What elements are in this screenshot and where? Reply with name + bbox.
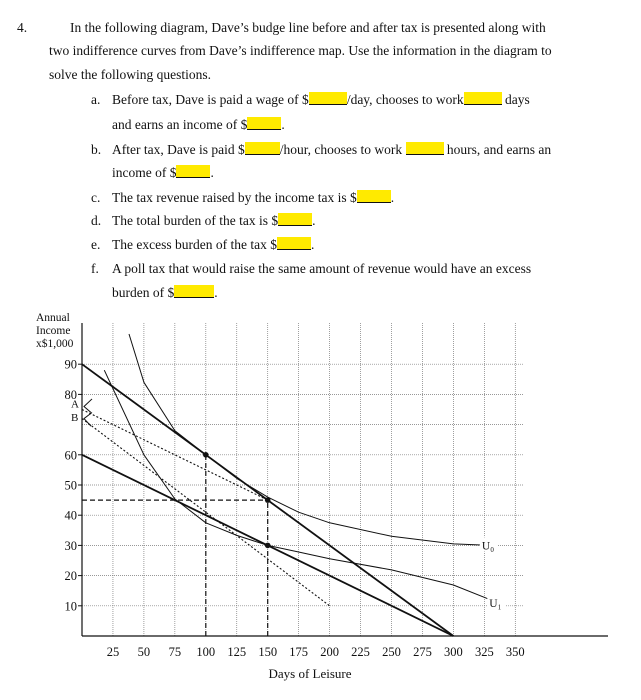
x-tick-label: 200 [320, 645, 339, 659]
part-e-line [112, 236, 314, 253]
y-tick-label: 80 [64, 387, 77, 402]
y-tick-label: 50 [64, 478, 77, 493]
part-e-text-2: . [310, 237, 315, 252]
answer-blank-d-burden[interactable] [278, 213, 312, 226]
y-tick-label: 90 [64, 357, 77, 372]
tangency-point [203, 452, 209, 458]
part-c-text-1: The tax revenue raised by the income tax is $ [112, 190, 357, 205]
part-a-line-1 [112, 91, 530, 108]
answer-blank-a-days[interactable] [464, 92, 502, 105]
part-a-line-2 [112, 116, 285, 133]
part-b-text-4: income of $ [112, 165, 177, 180]
part-b-text-1: After tax, Dave is paid $ [112, 142, 245, 157]
part-a-text-3: days [505, 92, 530, 107]
budget-line-chart [0, 300, 641, 700]
x-tick-label: 150 [258, 645, 278, 659]
x-tick-label: 75 [168, 645, 182, 659]
part-c-text-2: . [390, 190, 395, 205]
part-d-text-1: The total burden of the tax is $ [112, 213, 279, 228]
answer-blank-a-wage[interactable] [309, 92, 347, 105]
tangency-point [265, 497, 271, 503]
intro-line-3: solve the following questions. [49, 67, 211, 82]
part-a-text-2: /day, chooses to work [346, 92, 464, 107]
answer-blank-a-income[interactable] [247, 117, 281, 130]
x-tick-label: 100 [196, 645, 216, 659]
question-number: 4. [17, 20, 28, 35]
part-f-text-1: burden of $ [112, 285, 175, 300]
answer-blank-e-excess[interactable] [277, 237, 311, 250]
intro-line-1: In the following diagram, Dave’s budge line before and after tax is presented along with [70, 20, 546, 35]
part-f-text-2: . [214, 285, 218, 300]
y-tick-label: 60 [64, 448, 77, 463]
x-tick-label: 250 [382, 645, 401, 659]
part-a-label: a. [91, 92, 101, 107]
x-tick-label: 275 [413, 645, 432, 659]
x-tick-label: 325 [474, 645, 494, 659]
u0-label: U₀ [481, 540, 495, 553]
part-f-line-2 [112, 284, 218, 301]
x-tick-label: 50 [137, 645, 151, 659]
answer-blank-b-hours[interactable] [406, 142, 444, 155]
y-axis-label-line: Annual [36, 312, 70, 324]
x-tick-label: 300 [444, 645, 463, 659]
arrow-b-icon [84, 413, 92, 427]
part-f-line-1: A poll tax that would raise the same amount of revenue would have an excess [112, 261, 532, 276]
y-tick-label: 20 [64, 569, 77, 584]
part-e-label: e. [91, 237, 101, 252]
x-tick-label: 350 [505, 645, 525, 659]
part-b-text-5: . [210, 165, 214, 180]
tangency-point [265, 543, 271, 549]
point-label-b: B [71, 412, 79, 425]
x-tick-label: 175 [289, 645, 309, 659]
part-d-text-2: . [312, 213, 316, 228]
part-b-text-3: hours, and earns an [446, 142, 552, 157]
x-tick-label: 125 [227, 645, 247, 659]
part-b-line-1 [112, 141, 551, 158]
y-tick-label: 30 [64, 538, 77, 553]
y-axis-label-line: Income [36, 325, 71, 337]
answer-blank-b-wage[interactable] [245, 142, 280, 155]
part-f-label: f. [91, 261, 99, 276]
arrow-a-icon [84, 399, 92, 413]
part-a-text-1: Before tax, Dave is paid a wage of $ [112, 92, 309, 107]
part-b-label: b. [91, 142, 102, 157]
part-a-text-5: . [281, 117, 285, 132]
part-b-line-2 [112, 164, 214, 181]
answer-blank-b-income[interactable] [176, 165, 210, 178]
x-tick-label: 25 [106, 645, 120, 659]
part-c-line [112, 189, 394, 206]
intro-line-2: two indifference curves from Dave’s indifference map. Use the information in the diagram to [49, 43, 552, 58]
part-b-text-2: /hour, chooses to work [279, 142, 403, 157]
chart-grid [82, 323, 523, 636]
x-tick-label: 225 [351, 645, 370, 659]
part-e-text-1: The excess burden of the tax $ [112, 237, 277, 252]
point-label-a: A [71, 398, 79, 411]
y-axis-label-line: x$1,000 [36, 338, 74, 350]
x-axis-label: Days of Leisure [268, 666, 352, 681]
y-tick-label: 40 [64, 508, 77, 523]
u1-label: U₁ [489, 597, 502, 610]
part-a-text-4: and earns an income of $ [112, 117, 248, 132]
answer-blank-c-revenue[interactable] [357, 190, 391, 203]
y-tick-label: 10 [64, 599, 77, 614]
indifference-curve-u0 [129, 334, 491, 545]
answer-blank-f-poll-tax[interactable] [174, 285, 214, 298]
part-c-label: c. [91, 190, 101, 205]
part-d-label: d. [91, 213, 102, 228]
part-d-line [112, 212, 315, 229]
